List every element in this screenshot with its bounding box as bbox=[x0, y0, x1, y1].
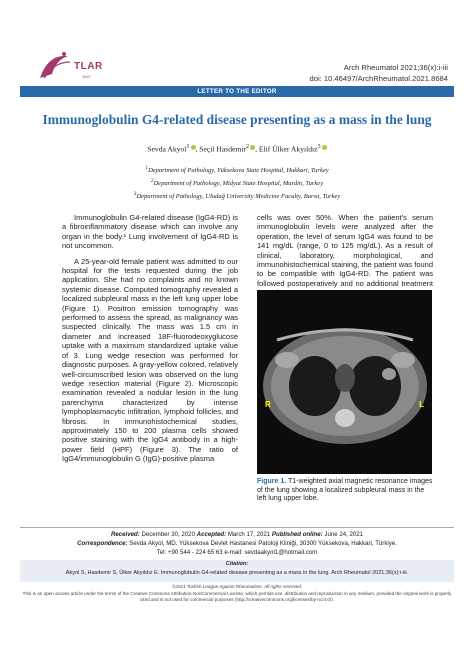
orcid-icon[interactable] bbox=[191, 145, 196, 150]
citation-label: Citation: bbox=[225, 561, 249, 567]
license-text: This is an open access article under the terms of the Creative Commons Attribution-NonCommercial License, which permits use, distribution and reproduction in any medium, provided the original work is properly cited and is not used for commercial purposes (http://creativecommons.org/licenses/by-nc/4.0/). bbox=[22, 590, 452, 602]
affil-sup: 1 bbox=[145, 165, 149, 171]
body-paragraph: Immunoglobulin G4-related disease (IgG4-RD) is a fibroinflammatory disease which can involve any organ in the body.¹ Lung involvement of IgG4-RD is not uncommon. bbox=[62, 213, 238, 251]
affiliation bbox=[20, 176, 454, 189]
body-left-column bbox=[62, 213, 238, 470]
affil-text: Department of Pathology, Midyat State Hospital, Mardin, Turkey bbox=[153, 180, 324, 188]
contact-info: Tel: +90 544 - 224 65 63 e-mail: sevdaakyol1@hotmail.com bbox=[156, 549, 318, 556]
figure-1-caption bbox=[257, 478, 435, 504]
affil-sup: 3 bbox=[133, 191, 137, 198]
author-name: Sevda Akyol bbox=[147, 144, 187, 154]
author-sup: 3 bbox=[317, 143, 321, 150]
orcid-icon[interactable] bbox=[322, 145, 327, 150]
orcid-icon[interactable] bbox=[250, 145, 255, 150]
citation-box bbox=[20, 560, 454, 582]
body-paragraph: A 25-year-old female patient was admitted to our hospital for the tests requested during the job application. She had no complaints and no known systemic disease. Computed tomography revealed a localized subpleural mass in the left lung upper lobe (Figure 1). Positron emission tomography was performed to assess the spread, as malignancy was suspected clinically. The mass was 1.5 cm in diameter and increased 18F-fluorodeoxyglucose uptake with a maximum standardized uptake value of 3. Lung wedge resection was performed for diagnostic purposes. A gray-yellow colored, relatively well-circumscribed lesion was observed on the lung wedge resection material (Figure 2). Microscopic examination revealed a nodular lesion in the lung parenchyma characterized by intense lymphoplasmacytic infiltration, lymphoid follicles, and fibrosis. In immunohistochemical studies, approximately 150 to 200 plasma cells showed positive staining with the IgG4 antibody in a high-power field (HPF) (Figure 3). The ratio of IgG4/immunoglobulin G (IgG)-positive plasma bbox=[62, 256, 238, 464]
correspondence-text: Sevda Akyol, MD. Yüksekova Devlet Hastanesi Patoloji Kliniği, 30300 Yüksekova, Hakkari, Türkiye. bbox=[129, 540, 397, 547]
published-date: June 24, 2021 bbox=[324, 531, 364, 538]
affiliation bbox=[20, 189, 454, 202]
citation-text: Akyol S, Hasdemir S, Ülker Akyıldız E. Immunoglobulin G4-related disease presenting as a mass in the lung. Arch Rheumatol 2021;36(x):i-iii. bbox=[65, 570, 409, 576]
published-label: Published online: bbox=[271, 531, 323, 538]
accepted-date: March 17, 2021 bbox=[227, 531, 271, 538]
ct-scan-image bbox=[257, 290, 432, 474]
article-type-banner: LETTER TO THE EDITOR bbox=[20, 86, 454, 97]
doi: doi: 10.46497/ArchRheumatol.2021.8684 bbox=[309, 74, 448, 83]
figure-label-r: R bbox=[265, 400, 271, 409]
affiliation bbox=[20, 163, 454, 176]
caption-text: T1-weighted axial magnetic resonance images of the lung showing a localized subpleural mass in the left lung upper lobe. bbox=[257, 478, 433, 503]
figure-1-image bbox=[257, 290, 432, 474]
author-name: Seçil Hasdemir bbox=[199, 144, 246, 154]
caption-label: Figure 1. bbox=[257, 478, 287, 485]
journal-citation: Arch Rheumatol 2021;36(x):i-iii bbox=[343, 63, 448, 72]
body-paragraph: cells was over 50%. When the patient's serum immunoglobulin levels were analyzed after the operation, the level of serum IgG4 was found to be 141 mg/dL (range, 0 to 125 mg/dL). As a result of clinical, laboratory, morphological, and immunohistochemical staining, the patient was found to be compatible with IgG4-RD. The patient was followed postoperatively and no additional treatment bbox=[257, 213, 433, 288]
affil-text: Department of Pathology, Yüksekova State Hospital, Hakkari, Turkey bbox=[148, 167, 329, 175]
received-label: Received: bbox=[110, 531, 140, 538]
author-name: Elif Ülker Akyıldız bbox=[258, 144, 318, 154]
received-date: December 30, 2020 bbox=[141, 531, 195, 538]
figure-label-l: L bbox=[419, 400, 424, 409]
affiliations bbox=[20, 163, 454, 202]
logo-text: TLAR bbox=[74, 61, 103, 72]
article-dates bbox=[20, 530, 454, 557]
divider bbox=[20, 527, 454, 528]
affil-sup: 2 bbox=[150, 178, 154, 185]
footer bbox=[20, 584, 454, 604]
journal-info bbox=[310, 62, 448, 84]
correspondence-label: Correspondence: bbox=[77, 540, 128, 547]
article-title: Immunoglobulin G4-related disease presenting as a mass in the lung bbox=[42, 112, 432, 127]
copyright: ©2021 Turkish League Against Rheumatism. All rights reserved. bbox=[171, 584, 303, 589]
affil-text: Department of Pathology, Uludağ University Medicine Faculty, Bursa, Turkey bbox=[136, 193, 341, 201]
author-list: Sevda Akyol$^1$ , Seçil Hasdemir$^2$ , Elif Ülker Akyıldız$^3$ bbox=[20, 143, 454, 154]
logo-year: 1947 bbox=[82, 74, 91, 79]
accepted-label: Accepted: bbox=[196, 531, 227, 538]
author-sup: 2 bbox=[245, 143, 250, 150]
author-sup: 1 bbox=[186, 143, 190, 150]
